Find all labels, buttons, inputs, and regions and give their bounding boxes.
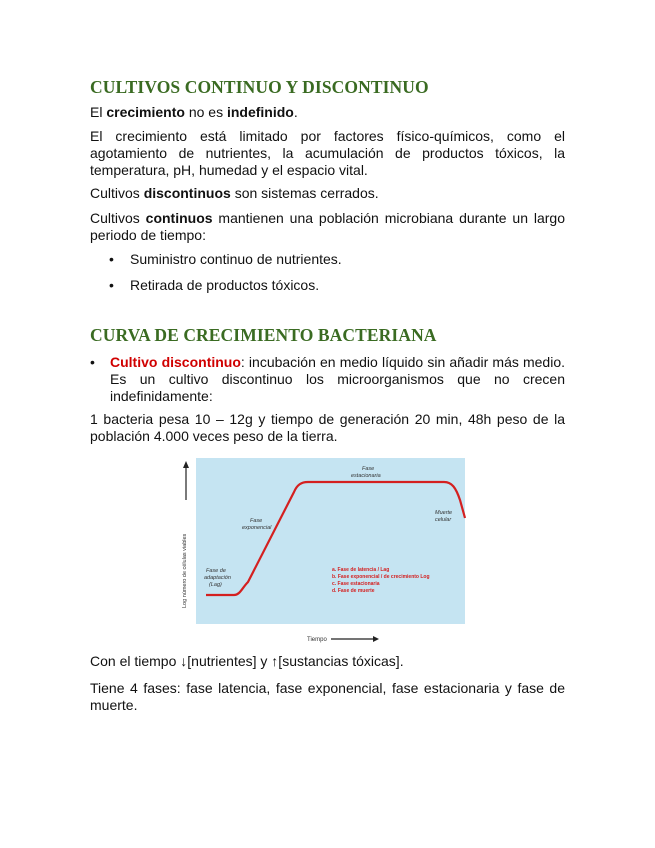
section-title-curva: CURVA DE CRECIMIENTO BACTERIANA xyxy=(90,325,437,345)
label-adaptacion-3: (Lag) xyxy=(209,582,222,588)
legend-item-c: c. Fase estacionaria xyxy=(332,581,380,587)
section-title-cultivos: CULTIVOS CONTINUO Y DISCONTINUO xyxy=(90,77,429,97)
bullet-list-continuos xyxy=(90,251,565,294)
bullet-icon: • xyxy=(90,354,95,370)
label-exponencial-1: Fase xyxy=(250,518,263,524)
paragraph-con-el-tiempo: Con el tiempo ↓[nutrientes] y ↑[sustancias tóxicas]. xyxy=(90,653,404,669)
bullet-icon: • xyxy=(109,277,114,293)
list-item: • Retirada de productos tóxicos. xyxy=(109,277,320,293)
y-axis-label: Log número de células viables xyxy=(182,533,188,608)
x-arrow-head-icon xyxy=(373,636,379,642)
paragraph-crecimiento: El crecimiento no es indefinido. xyxy=(90,104,298,120)
paragraph-bacteria-peso: 1 bacteria pesa 10 – 12g y tiempo de generación 20 min, 48h peso de la población 4.000 veces peso de la tierra. xyxy=(90,411,565,444)
legend-item-d: d. Fase de muerte xyxy=(332,588,375,594)
list-item-cultivo-discontinuo: • Cultivo discontinuo: incubación en medio líquido sin añadir más medio. Es un cultivo discontinuo los microorganismos que no crecen indefinidamente: xyxy=(90,354,566,404)
paragraph-cuatro-fases: Tiene 4 fases: fase latencia, fase exponencial, fase estacionaria y fase de muerte. xyxy=(90,680,565,713)
y-arrow-head-icon xyxy=(183,461,189,468)
x-axis-label: Tiempo xyxy=(307,637,327,643)
label-adaptacion-1: Fase de xyxy=(206,568,226,574)
legend-item-a: a. Fase de latencia / Lag xyxy=(332,567,390,573)
paragraph-discontinuos: Cultivos discontinuos son sistemas cerrados. xyxy=(90,185,379,201)
legend-item-b: b. Fase exponencial / de crecimiento Log xyxy=(332,574,430,580)
bullet-icon: • xyxy=(109,251,114,267)
list-item: • Suministro continuo de nutrientes. xyxy=(109,251,342,267)
growth-curve-figure xyxy=(176,458,476,648)
label-muerte-2: celular xyxy=(435,517,452,523)
bullet-list-curva xyxy=(90,354,565,405)
label-estacionaria-1: Fase xyxy=(362,466,375,472)
paragraph-continuos: Cultivos continuos mantienen una población microbiana durante un largo periodo de tiempo: xyxy=(90,210,565,243)
label-muerte-1: Muerte xyxy=(435,510,453,516)
paragraph-limitado: El crecimiento está limitado por factores físico-químicos, como el agotamiento de nutrientes, la acumulación de productos tóxicos, la temperatura, pH, humedad y el espacio vital. xyxy=(90,128,565,178)
label-estacionaria-2: estacionaria xyxy=(351,473,381,479)
label-exponencial-2: exponencial xyxy=(242,525,272,531)
label-adaptacion-2: adaptación xyxy=(204,575,231,581)
growth-curve-svg xyxy=(176,458,476,648)
